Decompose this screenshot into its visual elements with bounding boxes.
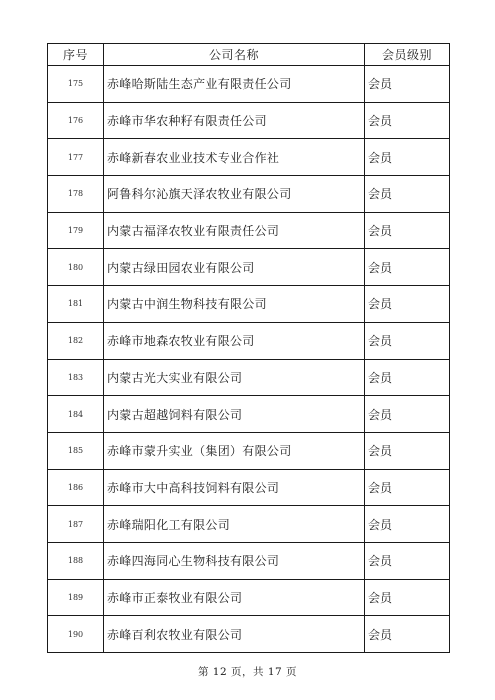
- company-name-cell: 赤峰市地森农牧业有限公司: [104, 322, 365, 359]
- company-name-cell: 内蒙古光大实业有限公司: [104, 359, 365, 396]
- company-name-cell: 阿鲁科尔沁旗天泽农牧业有限公司: [104, 176, 365, 213]
- serial-number-cell: 188: [48, 542, 104, 579]
- company-name-cell: 内蒙古绿田园农业有限公司: [104, 249, 365, 286]
- company-name-cell: 赤峰四海同心生物科技有限公司: [104, 542, 365, 579]
- company-name-cell: 赤峰市华农种籽有限责任公司: [104, 102, 365, 139]
- page-number: 第 12 页，共 17 页: [197, 666, 298, 678]
- table-row: [48, 396, 450, 433]
- member-level-cell: 会员: [365, 469, 450, 506]
- serial-number-cell: 181: [48, 286, 104, 323]
- member-level-cell: 会员: [365, 212, 450, 249]
- company-name-cell: 赤峰市蒙升实业（集团）有限公司: [104, 432, 365, 469]
- member-level-cell: 会员: [365, 616, 450, 653]
- table-row: [48, 542, 450, 579]
- serial-number-cell: 176: [48, 102, 104, 139]
- serial-number-cell: 180: [48, 249, 104, 286]
- serial-number-cell: 185: [48, 432, 104, 469]
- member-level-cell: 会员: [365, 506, 450, 543]
- member-level-cell: 会员: [365, 396, 450, 433]
- table-row: [48, 432, 450, 469]
- table-row: [48, 579, 450, 616]
- company-name-cell: 赤峰哈斯陆生态产业有限责任公司: [104, 66, 365, 103]
- company-name-cell: 赤峰瑞阳化工有限公司: [104, 506, 365, 543]
- member-level-cell: 会员: [365, 286, 450, 323]
- company-name-cell: 内蒙古中润生物科技有限公司: [104, 286, 365, 323]
- table-row: [48, 506, 450, 543]
- serial-number-cell: 178: [48, 176, 104, 213]
- table-row: [48, 286, 450, 323]
- company-name-cell: 内蒙古超越饲料有限公司: [104, 396, 365, 433]
- company-name-cell: 赤峰新春农业业技术专业合作社: [104, 139, 365, 176]
- table-row: [48, 616, 450, 653]
- member-level-cell: 会员: [365, 176, 450, 213]
- member-level-cell: 会员: [365, 249, 450, 286]
- table-row: [48, 359, 450, 396]
- company-name-cell: 赤峰市正泰牧业有限公司: [104, 579, 365, 616]
- serial-number-cell: 177: [48, 139, 104, 176]
- member-level-cell: 会员: [365, 579, 450, 616]
- member-level-cell: 会员: [365, 102, 450, 139]
- table-row: [48, 102, 450, 139]
- table-row: [48, 176, 450, 213]
- member-level-cell: 会员: [365, 432, 450, 469]
- serial-number-cell: 175: [48, 66, 104, 103]
- serial-number-cell: 182: [48, 322, 104, 359]
- table-row: [48, 469, 450, 506]
- member-level-cell: 会员: [365, 542, 450, 579]
- header-row: [48, 44, 450, 66]
- header-serial-number: 序号: [48, 44, 104, 66]
- table-row: [48, 249, 450, 286]
- table-row: [48, 212, 450, 249]
- serial-number-cell: 179: [48, 212, 104, 249]
- serial-number-cell: 186: [48, 469, 104, 506]
- serial-number-cell: 189: [48, 579, 104, 616]
- table-body: [48, 66, 450, 653]
- table-row: [48, 322, 450, 359]
- member-level-cell: 会员: [365, 359, 450, 396]
- serial-number-cell: 190: [48, 616, 104, 653]
- member-list-sheet: [47, 43, 449, 653]
- member-level-cell: 会员: [365, 139, 450, 176]
- member-table: [47, 43, 450, 653]
- serial-number-cell: 187: [48, 506, 104, 543]
- serial-number-cell: 184: [48, 396, 104, 433]
- company-name-cell: 赤峰百利农牧业有限公司: [104, 616, 365, 653]
- company-name-cell: 内蒙古福泽农牧业有限责任公司: [104, 212, 365, 249]
- table-row: [48, 139, 450, 176]
- header-member-level: 会员级别: [365, 44, 450, 66]
- table-row: [48, 66, 450, 103]
- table-header: [48, 44, 450, 66]
- serial-number-cell: 183: [48, 359, 104, 396]
- company-name-cell: 赤峰市大中高科技饲料有限公司: [104, 469, 365, 506]
- member-level-cell: 会员: [365, 322, 450, 359]
- header-company-name: 公司名称: [104, 44, 365, 66]
- member-level-cell: 会员: [365, 66, 450, 103]
